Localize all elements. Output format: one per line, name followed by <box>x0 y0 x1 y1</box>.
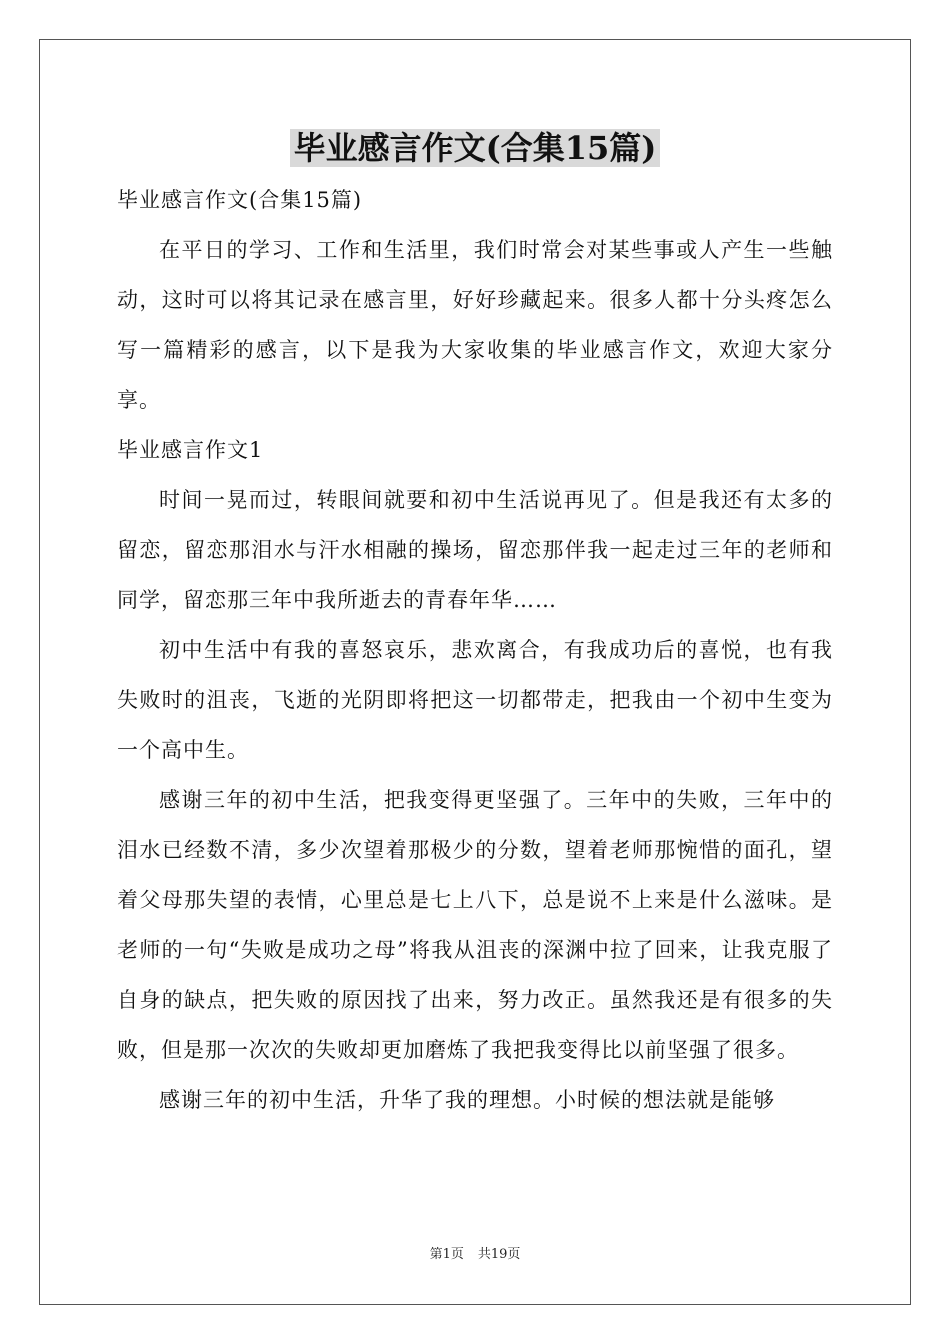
page-footer <box>0 1245 950 1265</box>
intro-paragraph: 在平日的学习、工作和生活里，我们时常会对某些事或人产生一些触动，这时可以将其记录在感言里，好好珍藏起来。很多人都十分头疼怎么写一篇精彩的感言，以下是我为大家收集的毕业感言作文，欢迎大家分享。 <box>117 238 833 412</box>
document-title <box>0 124 950 172</box>
section-paragraph-1: 时间一晃而过，转眼间就要和初中生活说再见了。但是我还有太多的留恋，留恋那泪水与汗水相融的操场，留恋那伴我一起走过三年的老师和同学，留恋那三年中我所逝去的青春年华…… <box>117 488 833 612</box>
page-total: 共19页 <box>477 1247 521 1262</box>
section-heading: 毕业感言作文1 <box>117 438 264 462</box>
document-body <box>117 175 833 1125</box>
document-subtitle: 毕业感言作文(合集15篇) <box>117 188 363 212</box>
section-paragraph-2: 初中生活中有我的喜怒哀乐，悲欢离合，有我成功后的喜悦，也有我失败时的沮丧，飞逝的光阴即将把这一切都带走，把我由一个初中生变为一个高中生。 <box>117 638 833 762</box>
section-paragraph-4: 感谢三年的初中生活，升华了我的理想。小时候的想法就是能够 <box>159 1088 775 1112</box>
page-number: 第1页 <box>429 1247 464 1262</box>
document-title-text: 毕业感言作文(合集15篇) <box>290 129 661 167</box>
section-paragraph-3: 感谢三年的初中生活，把我变得更坚强了。三年中的失败，三年中的泪水已经数不清，多少次望着那极少的分数，望着老师那惋惜的面孔，望着父母那失望的表情，心里总是七上八下，总是说不上来是什么滋味。是老师的一句“失败是成功之母”将我从沮丧的深渊中拉了回来，让我克服了自身的缺点，把失败的原因找了出来，努力改正。虽然我还是有很多的失败，但是那一次次的失败却更加磨炼了我把我变得比以前坚强了很多。 <box>117 788 833 1062</box>
